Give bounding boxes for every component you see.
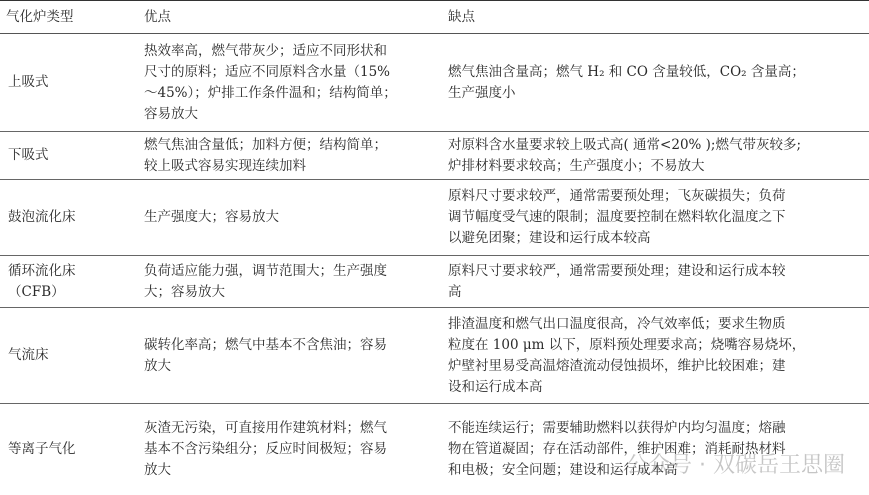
- cons-line: 粒度在 100 μm 以下，原料预处理要求高；烧嘴容易烧坏，: [448, 336, 806, 353]
- pros-line: 放大: [144, 461, 171, 478]
- row-type: 等离子气化: [8, 440, 76, 457]
- row-type: 鼓泡流化床: [8, 209, 76, 225]
- row-cons: [442, 34, 869, 132]
- row-pros: [138, 180, 442, 256]
- pros-line: 生产强度大；容易放大: [144, 209, 279, 225]
- type-line: 循环流化床: [8, 262, 76, 279]
- pros-line: 容易放大: [144, 105, 198, 122]
- row-cons: [442, 308, 869, 404]
- pros-line: 碳转化率高；燃气中基本不含焦油；容易: [144, 336, 387, 353]
- table-row: [0, 404, 869, 495]
- cons-line: 和电极；安全问题；建设和运行成本高: [448, 461, 678, 478]
- cons-line: 燃气焦油含量高；燃气 H₂ 和 CO 含量较低，CO₂ 含量高；: [448, 63, 805, 80]
- table-row: [0, 308, 869, 404]
- cons-line: 不能连续运行；需要辅助燃料以获得炉内均匀温度；熔融: [448, 419, 786, 436]
- row-type: [0, 256, 138, 308]
- header-type: 气化炉类型: [0, 1, 138, 34]
- cons-line: 生产强度小: [448, 84, 516, 101]
- pros-line: 灰渣无污染，可直接用作建筑材料；燃气: [144, 419, 387, 436]
- cons-line: 设和运行成本高: [448, 378, 543, 395]
- cons-line: 以避免团聚；建设和运行成本较高: [448, 230, 651, 246]
- cons-line: 原料尺寸要求较严，通常需要预处理；建设和运行成本较: [448, 262, 786, 279]
- header-pros: 优点: [138, 1, 442, 34]
- table-row: [0, 256, 869, 308]
- pros-line: 放大: [144, 357, 171, 374]
- type-line: （CFB）: [8, 283, 65, 300]
- table-row: [0, 34, 869, 132]
- row-pros: [138, 404, 442, 495]
- row-pros: [138, 132, 442, 180]
- cons-line: 物在管道凝固；存在活动部件，维护困难；消耗耐热材料: [448, 440, 786, 457]
- pros-line: ～45%）；炉排工作条件温和；结构简单；: [144, 84, 397, 101]
- row-cons: [442, 256, 869, 308]
- row-type: 下吸式: [8, 147, 49, 163]
- watermark-text: 公众号 · 双碳岳王思圈: [626, 453, 845, 478]
- row-type: 上吸式: [8, 74, 49, 90]
- header-cons: 缺点: [442, 1, 869, 34]
- row-pros: [138, 34, 442, 132]
- pros-line: 大；容易放大: [144, 283, 225, 300]
- pros-line: 较上吸式容易实现连续加料: [144, 157, 306, 174]
- row-cons: [442, 180, 869, 256]
- pros-line: 基本不含污染组分；反应时间极短；容易: [144, 440, 387, 457]
- row-pros: [138, 308, 442, 404]
- row-type: 气流床: [8, 347, 49, 363]
- cons-line: 高: [448, 283, 462, 300]
- table-row: [0, 180, 869, 256]
- row-cons: [442, 404, 869, 495]
- cons-line: 炉排材料要求较高；生产强度小；不易放大: [448, 157, 705, 174]
- pros-line: 热效率高，燃气带灰少；适应不同形状和: [144, 42, 387, 59]
- cons-line: 排渣温度和燃气出口温度很高，冷气效率低；要求生物质: [448, 315, 786, 332]
- cons-line: 对原料含水量要求较上吸式高( 通常<20% );燃气带灰较多;: [448, 136, 802, 153]
- table-row: [0, 132, 869, 180]
- pros-line: 负荷适应能力强，调节范围大；生产强度: [144, 262, 387, 279]
- row-cons: [442, 132, 869, 180]
- pros-line: 燃气焦油含量低；加料方便；结构简单；: [144, 136, 387, 153]
- pros-line: 尺寸的原料；适应不同原料含水量（15%: [144, 63, 391, 80]
- cons-line: 调节幅度受气速的限制；温度要控制在燃料软化温度之下: [448, 209, 786, 225]
- cons-line: 炉壁衬里易受高温熔渣流动侵蚀损坏，维护比较困难；建: [448, 357, 786, 374]
- cons-line: 原料尺寸要求较严，通常需要预处理；飞灰碳损失；负荷: [448, 188, 786, 204]
- table-header-row: [0, 1, 869, 34]
- row-pros: [138, 256, 442, 308]
